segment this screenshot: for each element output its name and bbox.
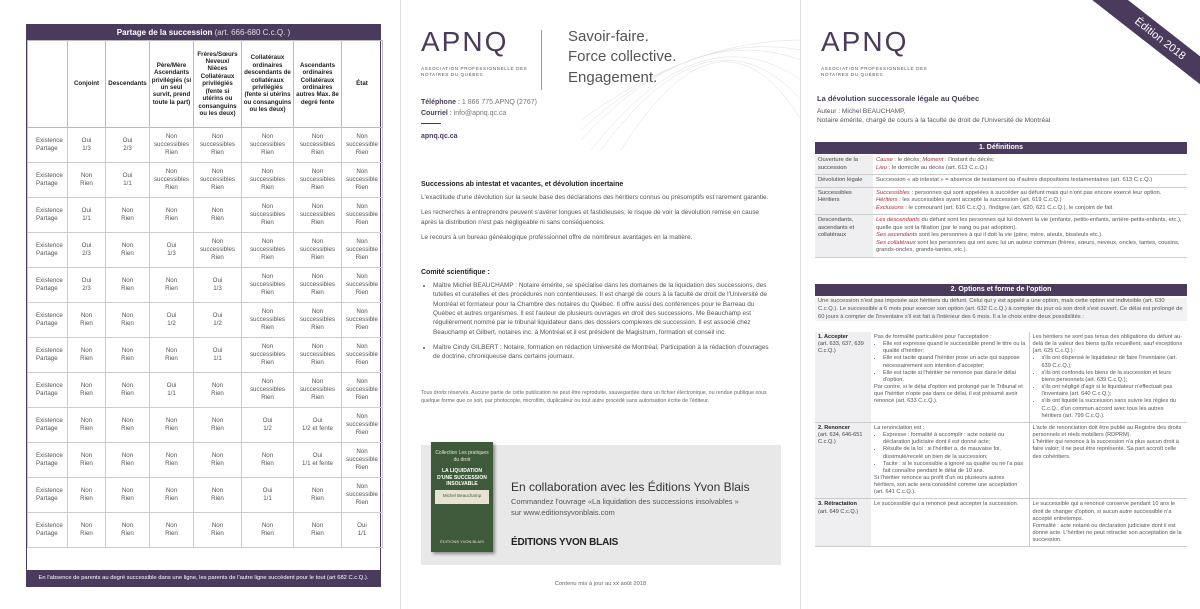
- author-name: Auteur : Michel BEAUCHAMP,: [817, 108, 906, 115]
- table-cell: Non successibles Rien: [194, 233, 242, 268]
- table-cell: Non Rien: [294, 513, 342, 548]
- table-cell: Non successibles Rien: [194, 163, 242, 198]
- committee-heading: Comité scientifique :: [421, 269, 490, 276]
- phone-label: Téléphone: [421, 99, 457, 106]
- table-cell: Non successibles Rien: [294, 303, 342, 338]
- table-cell: Non successibles Rien: [294, 198, 342, 233]
- author-description: Notaire émérite, chargé de cours à la faculté de droit de l'Université de Montréal: [817, 116, 1051, 124]
- table-cell: Non successible Rien: [342, 478, 383, 513]
- paragraph: Les recherches à entreprendre peuvent s'avérer longues et fastidieuses; le risque de voir la dévolution remise en cause après la distribution n'est pas négligeable ni sans conséquences.: [421, 209, 759, 226]
- table-cell: Oui 1/1: [106, 163, 150, 198]
- table-cell: Non Rien: [294, 478, 342, 513]
- section-heading: Successions ab intestat et vacantes, et dévolution incertaine: [421, 181, 624, 188]
- email-label: Courriel: [421, 109, 448, 117]
- table-footer-note: En l'absence de parents au degré successible dans une ligne, les parents de l'autre ligne succèdent pour le tout (art 682 C.c.Q.).: [27, 570, 380, 586]
- table-title-text: Partage de la succession: [116, 28, 213, 37]
- definition-text: Successibles : personnes qui sont appelées à succéder au défunt mais qui n'ont pas encore exercé leur option. Héritiers : les successibles ayant accepté la succession (art. 619 C.c.Q.) Exclusions : le comourant (art. 616 C.c.Q.), l'indigne (art. 620, 621 C.c.Q.), le conjoint de fait: [873, 187, 1187, 215]
- phone-number[interactable]: 1 866 775.APNQ (2767): [461, 99, 537, 106]
- table-title-ref: (art. 666-680 C.c.Q. ): [214, 28, 291, 37]
- promo-title: En collaboration avec les Éditions Yvon Blais: [511, 480, 750, 494]
- table-cell: Oui 1/1 et fente: [294, 443, 342, 478]
- table-cell: Non successible Rien: [342, 338, 383, 373]
- table-row: [28, 198, 383, 233]
- table-cell: Non successible Rien: [342, 408, 383, 443]
- logo-divider: [541, 30, 542, 90]
- table-cell: Non Rien: [106, 443, 150, 478]
- table-cell: Non Rien: [106, 233, 150, 268]
- definition-term: Dévolution légale: [815, 175, 873, 188]
- table-cell: Non Rien: [68, 408, 106, 443]
- option-row: [815, 422, 1187, 499]
- committee-member: • Maître Cindy GILBERT : Notaire, formation en rédaction Université de Montréal, Participation à la rédaction d'ouvrages de doctrine, chroniqueuse dans certains journaux.: [433, 343, 776, 362]
- table-cell: Oui 1/2: [242, 408, 294, 443]
- table-cell: Non successibles Rien: [294, 163, 342, 198]
- table-cell: Oui 1/3: [150, 233, 194, 268]
- table-title: [27, 25, 380, 40]
- table-cell: Non successibles Rien: [242, 163, 294, 198]
- document-title: La dévolution successorale légale au Québec: [817, 94, 980, 103]
- table-cell: Non successibles Rien: [242, 338, 294, 373]
- table-cell: Oui 1/1: [242, 478, 294, 513]
- table-cell: Existence Partage: [28, 478, 68, 513]
- option-form: Pas de formalité particulière pour l'acceptation : • Elle est expresse quand le successible prend le titre ou la qualité d'héritier; • Elle est tacite quand l'héritier pose un acte qui suppose nécessairement son intention d'accepter; • Elle est tacite si l'héritier ne renonce pas dans le délai d'option. Par contre, si le délai d'option est prolongé par le Tribunal et que l'héritier n'opte pas dans ce délai, il est présumé avoir renoncé (art. 633 C.c.Q.).: [871, 332, 1029, 422]
- option-effects: Les héritiers ne sont pas tenus des obligations du défunt au-delà de la valeur des biens qu'ils recueillent, sauf exceptions (art. 625 C.c.Q.) : • s'ils ont dispensé le liquidateur de faire l'inventaire (art. 639 C.c.Q.); • s'ils ont confondu les biens de la succession et leurs biens personnels (art. 639 C.c.Q.); • s'ils ont négligé d'agir si le liquidateur n'effectuait pas l'inventaire (art. 640 C.c.Q.); • s'ils ont liquidé la succession sans suivre les règles du C.c.Q., d'un commun accord avec tous les autres héritiers (art. 799 C.c.Q.).: [1029, 332, 1187, 422]
- table-cell: Non successible Rien: [342, 268, 383, 303]
- table-cell: Non successibles Rien: [242, 128, 294, 163]
- column-header: [28, 41, 68, 128]
- apnq-logo-subtitle: ASSOCIATION PROFESSIONNELLE DES NOTAIRES DU QUÉBEC: [821, 66, 928, 78]
- table-cell: Non Rien: [68, 163, 106, 198]
- option-form: La renonciation est : • Expresse : formalité à accomplir : acte notarié ou déclaration judiciaire dont il est donné acte; • Résulte de la loi : si l'héritier a, de mauvaise foi, dissimulé/recelé un bien de la succession; • Tacite : si le successible a ignoré sa qualité ou ne l'a pas fait connaître pendant le délai de 10 ans. Si l'héritier renonce au profit d'un ou plusieurs autres héritiers, son acte sera considéré comme une acceptation (art. 641 C.c.Q.).: [871, 422, 1029, 499]
- table-cell: Non Rien: [106, 513, 150, 548]
- column-header: État: [342, 41, 383, 128]
- table-row: [28, 478, 383, 513]
- slogan-line-2: Force collective.: [568, 48, 677, 66]
- table-cell: Non successible Rien: [342, 443, 383, 478]
- book-publisher: ÉDITIONS YVON BLAIS: [440, 539, 484, 544]
- section-definitions-header: 1. Définitions: [815, 142, 1187, 154]
- definition-text: Cause : le décès; Moment : l'instant du décès; Lieu : le domicile au décès (art. 613 C.c.Q.): [873, 155, 1187, 175]
- table-cell: Oui 1/1: [342, 513, 383, 548]
- table-cell: Non Rien: [106, 268, 150, 303]
- table-cell: Non successibles Rien: [242, 303, 294, 338]
- table-cell: Non successibles Rien: [242, 268, 294, 303]
- table-cell: Non successible Rien: [342, 303, 383, 338]
- column-header: Père/Mère Ascendants privilégiés (si un seul survit, prend toute la part): [150, 41, 194, 128]
- table-cell: Non Rien: [150, 408, 194, 443]
- definition-row: [815, 215, 1187, 258]
- option-form: Le successible qui a renoncé peut accepter la succession.: [871, 499, 1029, 547]
- publisher-logo: ÉDITIONS YVON BLAIS: [511, 537, 619, 548]
- table-row: [28, 233, 383, 268]
- promo-url[interactable]: sur www.editionsyvonblais.com: [511, 507, 615, 517]
- table-cell: Oui 1/1: [150, 373, 194, 408]
- column-header: Conjoint: [68, 41, 106, 128]
- promo-subtitle: [511, 497, 739, 518]
- publisher-promo: [421, 445, 781, 565]
- table-cell: Non Rien: [242, 443, 294, 478]
- edition-ribbon: [1090, 0, 1200, 100]
- table-cell: Non Rien: [68, 513, 106, 548]
- table-cell: Non Rien: [106, 373, 150, 408]
- table-cell: Non Rien: [150, 478, 194, 513]
- table-row: [28, 268, 383, 303]
- succession-table-panel: [0, 0, 400, 609]
- definition-term: Descendants, ascendants et collatéraux: [815, 215, 873, 258]
- slogan-line-3: Engagement.: [568, 68, 658, 86]
- options-table: [815, 332, 1187, 547]
- table-cell: Oui 1/2: [150, 303, 194, 338]
- table-cell: Non Rien: [242, 513, 294, 548]
- option-row: [815, 332, 1187, 422]
- copyright-disclaimer: Tous droits réservés. Aucune partie de cette publication ne peut être reproduite, sauvegardée dans un fichier électronique, ou rendue publique sous quelque forme que ce soit, par photocopie, microfilm, duplicateur ou tout autre procédé sans autorisation écrite de l'éditeur.: [421, 390, 767, 404]
- table-cell: Existence Partage: [28, 233, 68, 268]
- table-cell: Non successible Rien: [342, 198, 383, 233]
- table-cell: Non successibles Rien: [242, 198, 294, 233]
- table-cell: Existence Partage: [28, 338, 68, 373]
- table-cell: Oui 1/1: [68, 198, 106, 233]
- email-link[interactable]: info@apnq.qc.ca: [453, 109, 507, 117]
- table-row: [28, 163, 383, 198]
- edition-ribbon-text: Édition 2018: [1090, 0, 1200, 100]
- table-cell: Oui 2/3: [68, 233, 106, 268]
- contact-block: Téléphone : 1 866 775.APNQ (2767) Courriel : info@apnq.qc.ca: [421, 98, 537, 124]
- table-cell: Non Rien: [68, 303, 106, 338]
- intro-section: [421, 180, 776, 248]
- promo-order-text: Commandez l'ouvrage «La liquidation des successions insolvables »: [511, 497, 739, 506]
- table-row: [28, 128, 383, 163]
- apnq-logo: APNQ: [421, 26, 509, 57]
- table-cell: Existence Partage: [28, 513, 68, 548]
- cover-panel: [400, 0, 800, 609]
- table-cell: Non Rien: [68, 338, 106, 373]
- column-header: Descendants: [106, 41, 150, 128]
- section-options-header: 2. Options et forme de l'option: [815, 284, 1187, 296]
- definition-term: Successibles Héritiers: [815, 187, 873, 215]
- succession-table: [26, 24, 381, 587]
- table-cell: Non Rien: [68, 373, 106, 408]
- option-effects: Le successible qui a renoncé conserve pendant 10 ans le droit de changer d'option, si aucun autre successible n'a accepté entretemps. Formalité : acte notarié ou déclaration judiciaire dont il est donné acte. L'héritier ne peut rétracter son acceptation de la succession.: [1029, 499, 1187, 547]
- column-header: Frères/Sœurs Neveux/ Nièces Collatéraux privilégiés (fente si utérins ou consanguins ou les deux): [194, 41, 242, 128]
- table-row: [28, 303, 383, 338]
- table-cell: Non Rien: [150, 338, 194, 373]
- book-cover-image: [431, 442, 493, 552]
- option-effects: L'acte de renonciation doit être publié au Registre des droits personnels et réels mobiliers (RDPRM). L'héritier qui renonce à la succession n'a plus aucun droit à faire valoir; il ne peut être représenté. Sa part accroît celle des cohéritiers.: [1029, 422, 1187, 499]
- table-cell: Non Rien: [194, 408, 242, 443]
- table-cell: Non successible Rien: [342, 373, 383, 408]
- definitions-table: [815, 155, 1187, 258]
- table-cell: Existence Partage: [28, 268, 68, 303]
- table-row: [28, 513, 383, 548]
- table-cell: Existence Partage: [28, 163, 68, 198]
- table-cell: Non Rien: [106, 303, 150, 338]
- table-cell: Oui 2/3: [68, 268, 106, 303]
- book-series: Collection Les pratiques du droit: [435, 450, 489, 463]
- table-cell: Non successibles Rien: [294, 233, 342, 268]
- table-cell: Non Rien: [106, 408, 150, 443]
- definition-text: Succession « ab intestat » = absence de testament ou d'autres dispositions testamentaires (art. 613 C.c.Q.): [873, 175, 1187, 188]
- options-intro: Une succession n'est pas imposée aux héritiers du défunt. Celui qui y est appelé a une option, mais cette option est indivisible (art. 630 C.c.Q.). Le successible a 6 mois pour exercer son option (art. 632 C.c.Q.) à compter du jour où son droit s'est ouvert. Ce délai est prolongé de 60 jours à compter de l'inventaire s'il est fait à l'intérieur des 6 mois. Il a le choix entre deux possibilités :: [815, 298, 1187, 321]
- table-cell: Existence Partage: [28, 443, 68, 478]
- table-cell: Non successible Rien: [342, 163, 383, 198]
- table-cell: Non Rien: [150, 443, 194, 478]
- committee-section: [421, 268, 776, 367]
- table-cell: Oui 1/3: [68, 128, 106, 163]
- table-cell: Existence Partage: [28, 303, 68, 338]
- table-cell: Non Rien: [194, 513, 242, 548]
- table-cell: Non successibles Rien: [294, 338, 342, 373]
- succession-grid: [27, 40, 383, 548]
- table-cell: Existence Partage: [28, 198, 68, 233]
- update-note: Contenu mis à jour au xx août 2018: [554, 581, 647, 587]
- table-cell: Non Rien: [150, 198, 194, 233]
- book-author: Michel Beauchamp: [442, 493, 482, 498]
- table-row: [28, 443, 383, 478]
- table-cell: Non successibles Rien: [294, 373, 342, 408]
- paragraph: L'exactitude d'une dévolution sur la seule base des déclarations des héritiers connus ou présomptifs est rarement garantie.: [421, 194, 769, 202]
- apnq-logo: APNQ: [821, 26, 909, 57]
- website-link[interactable]: apnq.qc.ca: [421, 133, 458, 140]
- table-cell: Non successibles Rien: [242, 233, 294, 268]
- contact-divider: [421, 123, 441, 124]
- paragraph: Le recours à un bureau généalogique professionnel offre de nombreux avantages en la matière.: [421, 233, 693, 241]
- table-cell: Non Rien: [194, 198, 242, 233]
- definition-text: Les descendants du défunt sont les personnes qui lui doivent la vie (enfants, petits-enfants, arrière-petits-enfants, etc.), quelle que soit la filiation (par le sang ou par adoption). Ses ascendants sont les personnes à qui il doit la vie (père, mère, aïeuls, bisaïeuls etc.). Ses collatéraux sont les personnes qui ont avec lui un auteur commun (frères, sœurs, neveux, oncles, tantes, cousins, grands-oncles, grands-tantes, etc.).: [873, 215, 1187, 258]
- table-cell: Oui 1/2 et fente: [294, 408, 342, 443]
- definition-row: [815, 187, 1187, 215]
- book-title: LA LIQUIDATION D'UNE SUCCESSION INSOLVABLE: [437, 468, 487, 487]
- table-cell: Non Rien: [68, 443, 106, 478]
- table-cell: Non Rien: [194, 478, 242, 513]
- table-cell: Non successibles Rien: [150, 163, 194, 198]
- table-cell: Existence Partage: [28, 373, 68, 408]
- table-cell: Non successibles Rien: [242, 373, 294, 408]
- table-cell: Existence Partage: [28, 408, 68, 443]
- table-cell: Non Rien: [106, 198, 150, 233]
- option-title: 2. Renoncer (art. 634, 646-651 C.c.Q.): [815, 422, 871, 499]
- table-cell: Oui 2/3: [106, 128, 150, 163]
- option-title: 1. Accepter (art. 633, 637, 639 C.c.Q.): [815, 332, 871, 422]
- table-cell: Non Rien: [106, 338, 150, 373]
- column-header: Ascendants ordinaires Collatéraux ordinaires autres Max. 8e degré fente: [294, 41, 342, 128]
- table-cell: Non successible Rien: [342, 233, 383, 268]
- table-cell: Non Rien: [68, 478, 106, 513]
- table-cell: Non Rien: [106, 478, 150, 513]
- table-cell: Non Rien: [194, 373, 242, 408]
- option-row: [815, 499, 1187, 547]
- table-cell: Oui 1/3: [194, 268, 242, 303]
- table-row: [28, 373, 383, 408]
- table-cell: Non successibles Rien: [294, 268, 342, 303]
- table-cell: Oui 1/1: [194, 338, 242, 373]
- table-cell: Non successible Rien: [342, 128, 383, 163]
- slogan-line-1: Savoir-faire.: [568, 28, 649, 45]
- table-cell: Non Rien: [194, 443, 242, 478]
- column-header: Collatéraux ordinaires descendants de collatéraux privilégiés (fente si utérins ou consanguins ou les deux): [242, 41, 294, 128]
- table-cell: Non successibles Rien: [294, 128, 342, 163]
- definition-row: [815, 155, 1187, 175]
- table-header-row: [28, 41, 383, 128]
- slogan: [568, 27, 676, 88]
- definitions-panel: [800, 0, 1200, 609]
- committee-member: • Maître Michel BEAUCHAMP : Notaire émérite, se spécialise dans les domaines de la liquidation des successions, des tutelles et curatelles et des procédures non contentieuses. Il est chargé de cours à la faculté de droit de l'Université de Montréal et formateur pour la Chambre des notaires du Québec. Il offre aussi des conférences pour le Barreau du Québec et autres organismes. Il est l'auteur de plusieurs ouvrages en droit des successions. Me Beauchamp est régulièrement nommé par le tribunal liquidateur dans des dossiers complexes de succession. Il est associé chez Beauchamp et Gilbert, notaires inc. à Montréal et il est président de Magistrum, formation et conseil inc.: [433, 281, 776, 337]
- table-cell: Non Rien: [150, 513, 194, 548]
- table-cell: Non successibles Rien: [150, 128, 194, 163]
- apnq-logo-subtitle: ASSOCIATION PROFESSIONNELLE DES NOTAIRES DU QUÉBEC: [421, 66, 528, 78]
- definition-row: [815, 175, 1187, 188]
- table-cell: Existence Partage: [28, 128, 68, 163]
- table-row: [28, 338, 383, 373]
- table-cell: Oui 1/2: [194, 303, 242, 338]
- table-cell: Non Rien: [150, 268, 194, 303]
- definition-term: Ouverture de la succession: [815, 155, 873, 175]
- table-cell: Non successibles Rien: [194, 128, 242, 163]
- option-title: 3. Rétractation (art. 649 C.c.Q.): [815, 499, 871, 547]
- author-block: [817, 108, 1050, 126]
- table-row: [28, 408, 383, 443]
